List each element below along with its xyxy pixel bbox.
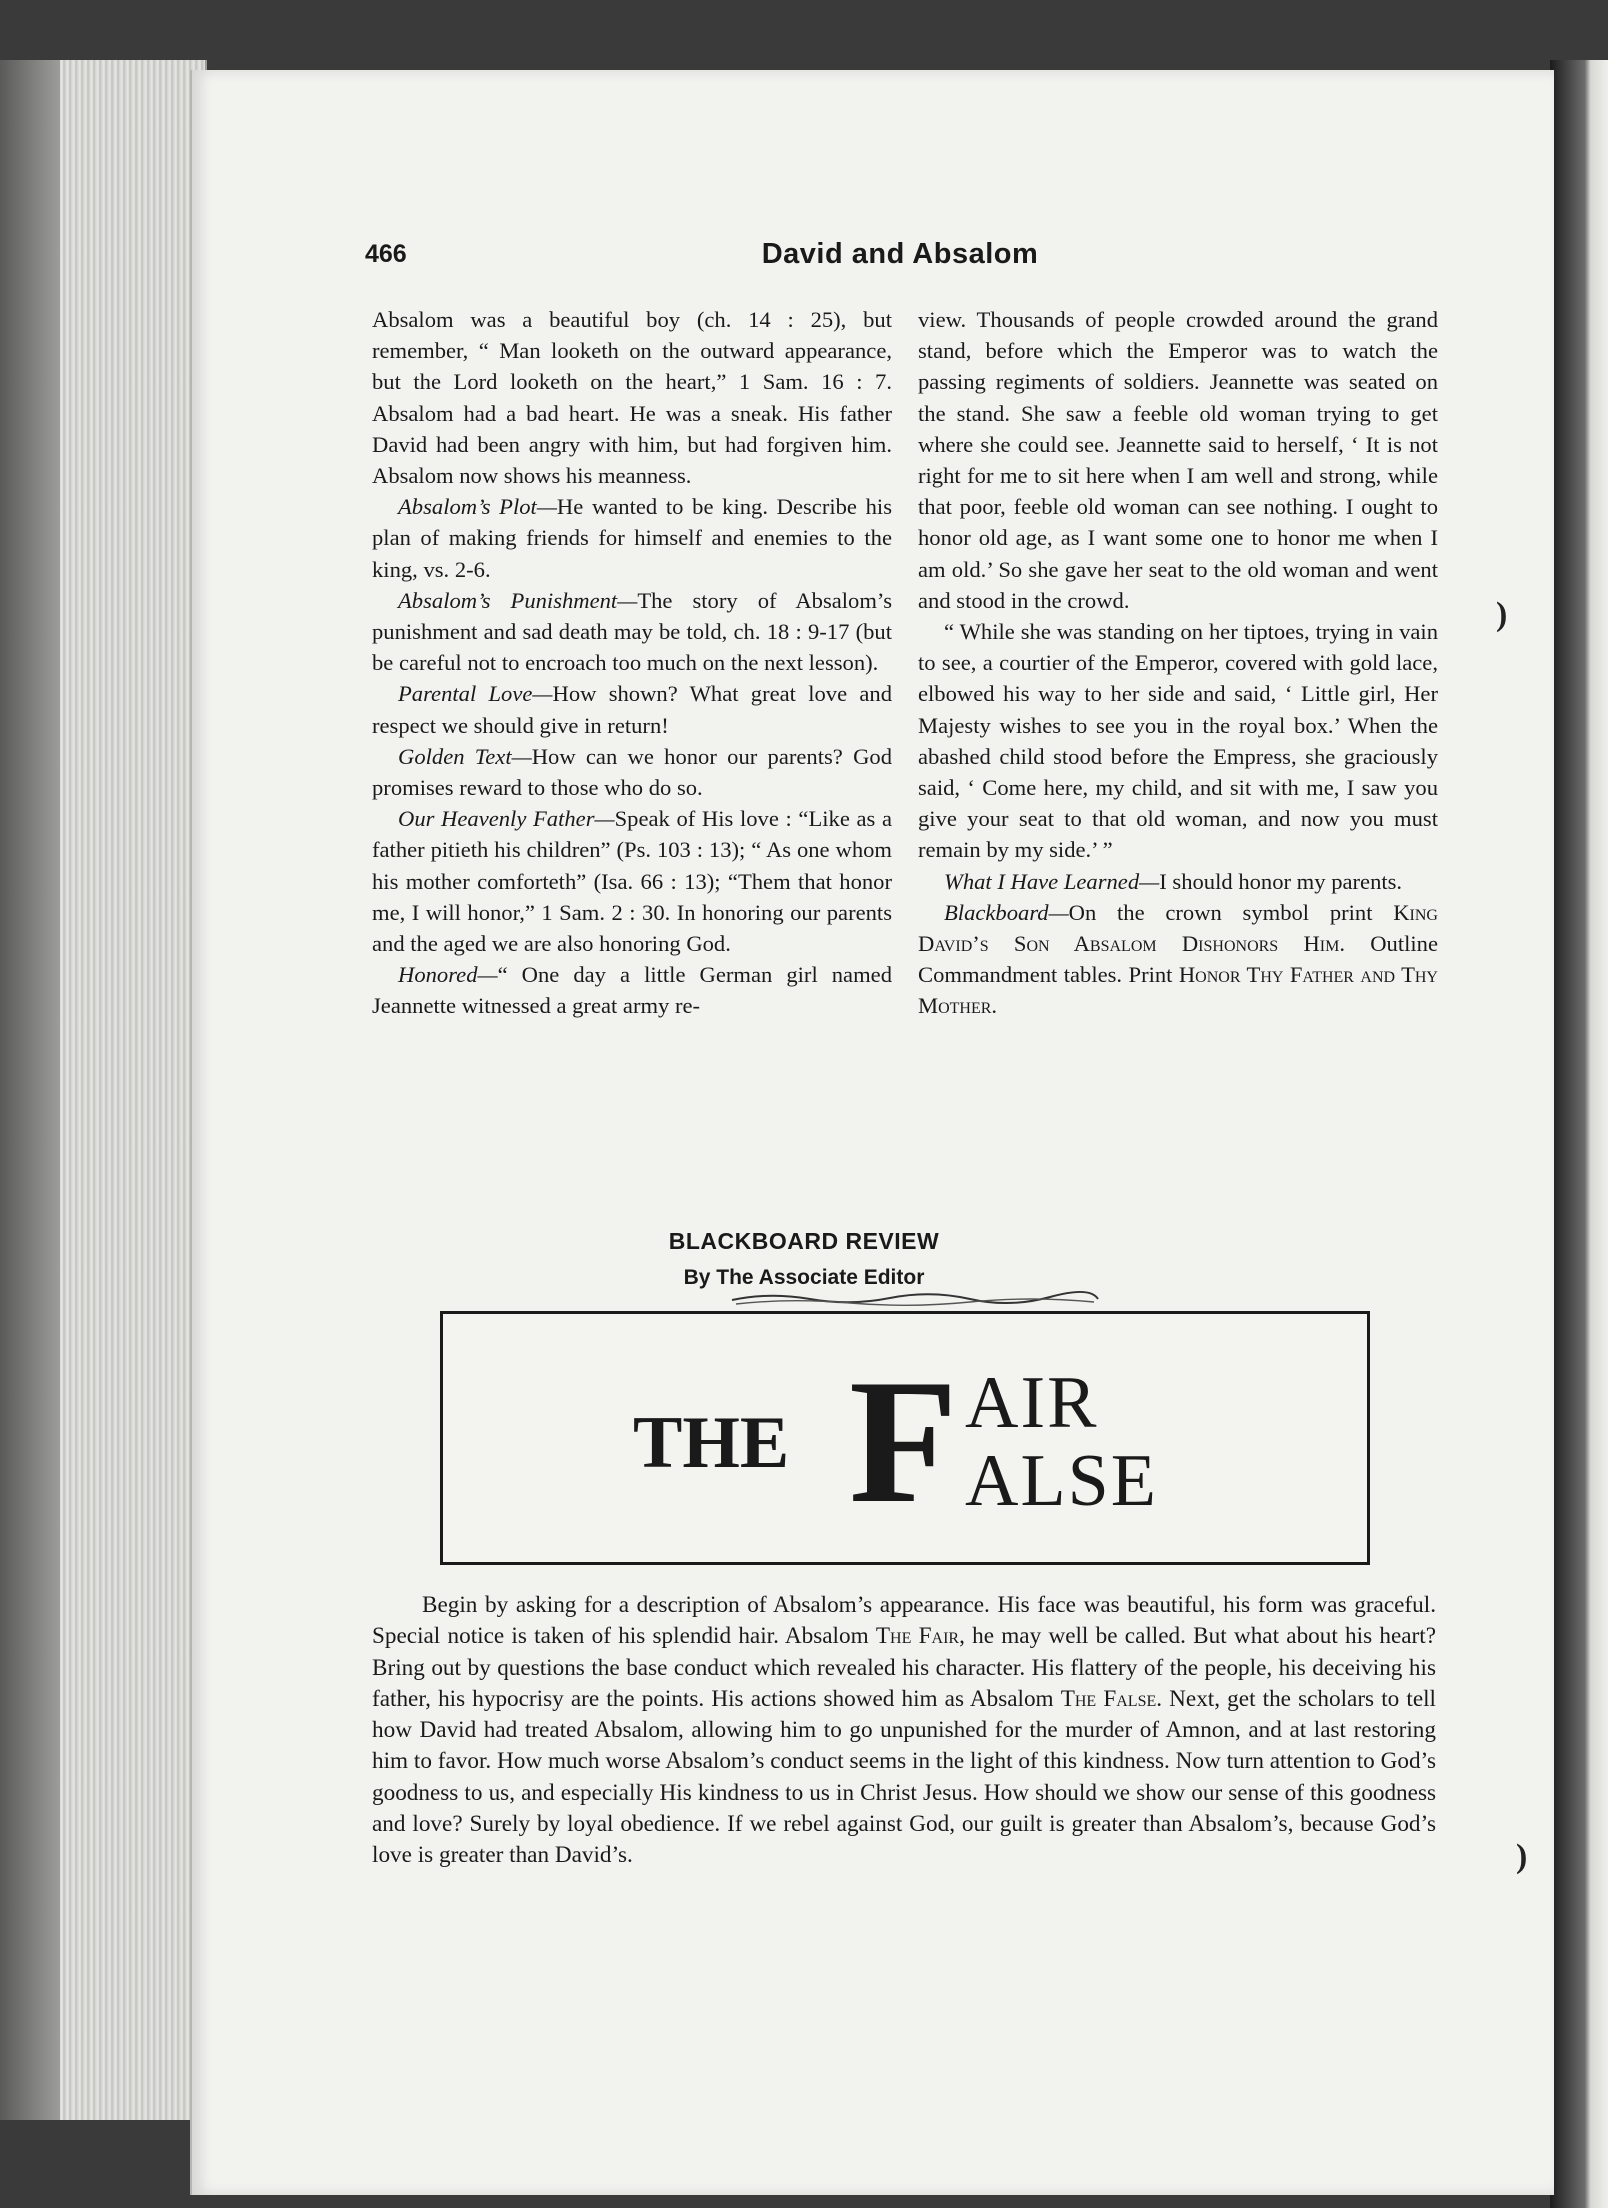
blackboard-crown-text: King David’s Son Absalom Dishonors Him. — [918, 899, 1438, 957]
left-paragraph-7 — [372, 959, 892, 1021]
left-column — [372, 304, 892, 1022]
running-title: David and Absalom — [761, 238, 1039, 270]
paragraph-lead: Parental Love— — [398, 681, 553, 707]
paragraph-text: He wanted to be king. Describe his plan of making friends for himself and enemies to the king, vs. 2-6. — [372, 494, 893, 582]
paragraph-lead: Golden Text— — [398, 743, 532, 769]
paragraph-text: On the crown symbol print — [1068, 899, 1394, 925]
paragraph-text: Absalom was a beautiful boy (ch. 14 : 25), but remember, “ Man looketh on the outward appearance, but the Lord looketh on the heart,” 1 Sam. 16 : 7. Absalom had a bad heart. He was a sneak. His father David had been angry with him, but had forgiven him. Absalom now shows his meanness. — [372, 307, 892, 489]
paragraph-text: he may well be called. But what about his heart? Bring out by questions the base conduct which revealed his character. His flattery of the people, his deceiving his father, his hypocrisy are the points. His actions showed him as Absalom — [372, 1623, 1436, 1712]
board-word-the: THE — [633, 1402, 790, 1484]
paragraph-lead: Absalom’s Plot— — [398, 494, 557, 520]
right-paragraph-3 — [918, 866, 1438, 897]
paragraph-lead: Honored— — [398, 962, 498, 988]
paragraph-text: The story of Absalom’s punishment and sad death may be told, ch. 18 : 9-17 (but be careful not to encroach too much on the next lesson). — [372, 587, 892, 676]
right-column — [918, 304, 1438, 1022]
paragraph-lead: What I Have Learned— — [944, 868, 1160, 894]
paragraph-text: I should honor my parents. — [1159, 868, 1403, 894]
blackboard-honor-text: Honor Thy Father and Thy Mother. — [918, 962, 1438, 1019]
review-heading: BLACKBOARD REVIEW — [668, 1228, 940, 1254]
review-paragraph — [372, 1590, 1436, 1872]
book-spine-shadow — [0, 60, 60, 2120]
paragraph-text: How can we honor our parents? God promises reward to those who do so. — [372, 743, 892, 801]
book-right-edge — [1550, 60, 1608, 2208]
left-paragraph-5 — [372, 741, 892, 803]
right-paragraph-2: “ While she was standing on her tiptoes, trying in vain to see, a courtier of the Emperor, covered with gold lace, elbowed his way to her side and said, ‘ Little girl, Her Majesty wishes to see you in the royal box.’ When the abashed child stood before the Empress, she graciously said, ‘ Come here, my child, and sit with me, I saw you give your seat to that old woman, and now you must remain by my side.’ ” — [918, 619, 1438, 863]
board-big-letter: F — [849, 1342, 958, 1540]
blackboard-diagram — [440, 1311, 1370, 1565]
right-paragraph-1: view. Thousands of people crowded around the grand stand, before which the Emperor was to watch the passing regiments of soldiers. Jeannette was seated on the stand. She saw a feeble old woman trying to get where she could see. Jeannette said to herself, ‘ It is not right for me to sit here when I am well and strong, while that poor, feeble old woman can see nothing. I ought to honor old age, as I want some one to honor me when I am old.’ So she gave her seat to the old woman and went and stood in the crowd. — [918, 307, 1438, 613]
right-paragraph-4 — [918, 897, 1438, 1022]
page-number: 466 — [365, 240, 407, 268]
paragraph-text: Outline Commandment tables. Print — [918, 931, 1438, 988]
left-paragraph-1 — [372, 304, 892, 491]
the-false-text: The False. — [1060, 1685, 1163, 1712]
paragraph-lead: Blackboard— — [944, 899, 1069, 925]
review-byline: By The Associate Editor — [683, 1266, 925, 1289]
left-paragraph-4 — [372, 678, 892, 740]
paragraph-text: Begin by asking for a description of Absalom’s appearance. His face was beautiful, his form was graceful. Special notice is taken of his splendid hair. Absalom — [372, 1592, 1436, 1650]
paragraph-text: “ One day a little German girl named Jeannette witnessed a great army re- — [372, 962, 892, 1019]
margin-bracket-mark: ) — [1516, 1838, 1528, 1875]
board-word-air: AIR — [965, 1362, 1099, 1444]
page-header — [365, 238, 1435, 278]
the-fair-text: The Fair, — [875, 1623, 965, 1650]
board-word-alse: ALSE — [965, 1440, 1158, 1522]
left-paragraph-3 — [372, 585, 892, 679]
left-paragraph-2 — [372, 491, 892, 585]
paragraph-text: Speak of His love : “Like as a father pitieth his children” (Ps. 103 : 13); “ As one whom his mother comforteth” (Isa. 66 : 13); “Them that honor me, I will honor,” 1 Sam. 2 : 30. In honoring our parents and the aged we are also honoring God. — [372, 806, 893, 957]
paragraph-lead: Absalom’s Punishment— — [398, 587, 638, 613]
margin-bracket-mark: ) — [1496, 596, 1508, 633]
paragraph-text: How shown? What great love and respect we should give in return! — [372, 681, 892, 738]
paragraph-text: Next, get the scholars to tell how David had treated Absalom, allowing him to go unpunished for the murder of Amnon, and at last restoring him to favor. How much worse Absalom’s conduct seems in the light of this kindness. Now turn attention to God’s goodness to us, and especially His kindness to us in Christ Jesus. How should we show our sense of this goodness and love? Surely by loyal obedience. If we rebel against God, our guilt is greater than Absalom’s, because God’s love is greater than David’s. — [372, 1685, 1437, 1869]
byline-underline — [730, 1290, 1100, 1308]
left-paragraph-6 — [372, 803, 892, 959]
paragraph-lead: Our Heavenly Father— — [398, 806, 615, 832]
